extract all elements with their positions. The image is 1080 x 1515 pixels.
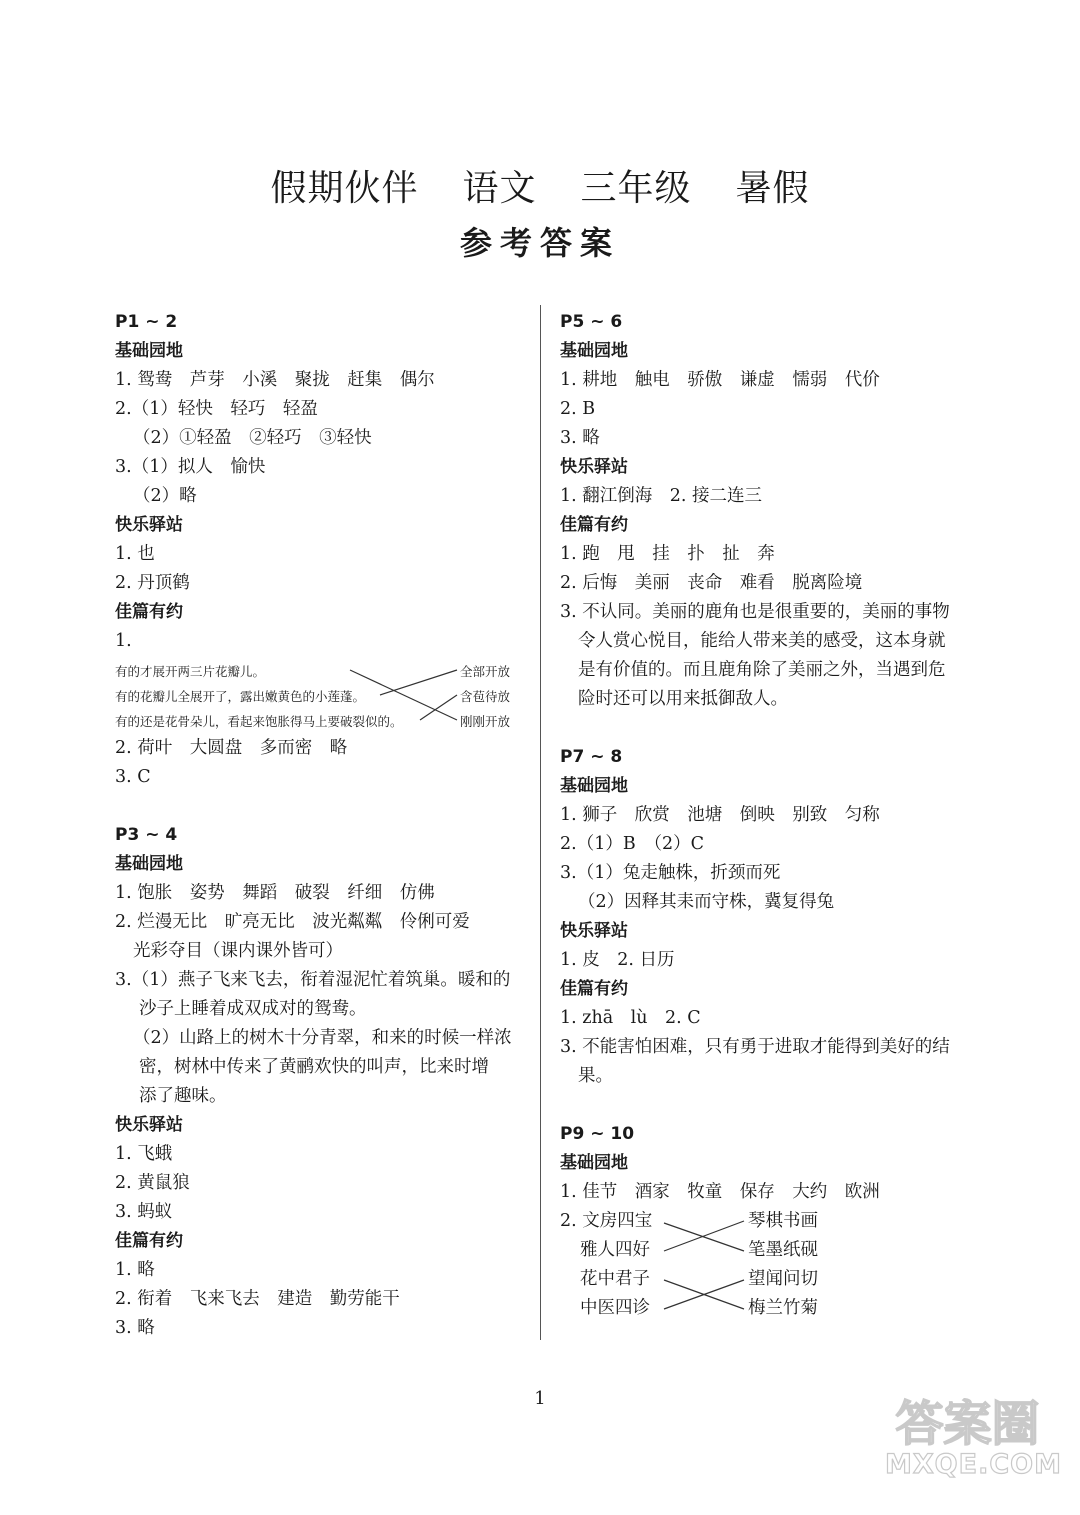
- page-number: 1: [534, 1388, 546, 1409]
- answer-line: 1. 跑 甩 挂 扑 扯 奔: [560, 544, 775, 564]
- section-heading: 快乐驿站: [560, 921, 628, 941]
- page-ref-p9: P9 ~ 10: [560, 1124, 635, 1144]
- answer-line: 1. 狮子 欣赏 池塘 倒映 别致 匀称: [560, 805, 880, 825]
- title-part-3: 三年级: [580, 168, 692, 209]
- answer-line: 3.（1）兔走触株，折颈而死: [560, 863, 781, 883]
- match-left-item: 中医四诊: [580, 1298, 650, 1318]
- spacer: [115, 792, 525, 821]
- answer-line: 2. 丹顶鹤: [115, 573, 190, 593]
- answer-line: 1. 皮 2. 日历: [560, 950, 675, 970]
- match-lines: [560, 1207, 980, 1323]
- answer-line: （2）略: [133, 486, 197, 506]
- watermark-top-text: 答案圈: [895, 1396, 1040, 1452]
- match-left-item: 有的花瓣儿全展开了，露出嫩黄色的小莲蓬。: [115, 689, 366, 704]
- answer-line: 3.（1）拟人 愉快: [115, 457, 266, 477]
- watermark-bottom-text: MXQE.COM: [885, 1449, 1062, 1480]
- column-divider: [540, 305, 541, 1340]
- page-ref-p1: P1 ~ 2: [115, 312, 178, 332]
- answer-line: 1. zhā lù 2. C: [560, 1008, 701, 1028]
- section-heading: 基础园地: [115, 854, 183, 874]
- answer-line: 光彩夺目（课内课外皆可）: [133, 941, 343, 961]
- title-part-1: 假期伙伴: [270, 168, 419, 209]
- match-right-item: 望闻问切: [748, 1269, 818, 1289]
- match-lines: [115, 656, 525, 734]
- match-right-item: 含苞待放: [460, 689, 511, 704]
- answer-line: 2. 烂漫无比 旷亮无比 波光粼粼 伶俐可爱: [115, 912, 470, 932]
- section-heading: 快乐驿站: [115, 1115, 183, 1135]
- document-title: [0, 160, 1080, 211]
- spacer: [560, 714, 980, 743]
- match-left-item: 有的还是花骨朵儿，看起来饱胀得马上要破裂似的。: [115, 714, 403, 729]
- title-part-2: 语文: [462, 168, 537, 209]
- answer-line: 果。: [578, 1066, 613, 1086]
- section-heading: 基础园地: [560, 341, 628, 361]
- page-ref-p7: P7 ~ 8: [560, 747, 623, 767]
- answer-line: 密，树林中传来了黄鹂欢快的叫声，比来时增: [139, 1057, 489, 1077]
- answer-line: 3. 不能害怕困难，只有勇于进取才能得到美好的结: [560, 1037, 950, 1057]
- answer-line: 3. 略: [560, 428, 600, 448]
- answer-line: 1.: [115, 631, 132, 651]
- answer-line: 1. 饱胀 姿势 舞蹈 破裂 纤细 仿佛: [115, 883, 435, 903]
- page-ref-p3: P3 ~ 4: [115, 825, 178, 845]
- section-heading: 基础园地: [115, 341, 183, 361]
- answer-line: （2）山路上的树木十分青翠，和来的时候一样浓: [133, 1028, 512, 1048]
- answer-line: 3. 不认同。美丽的鹿角也是很重要的，美丽的事物: [560, 602, 950, 622]
- answer-line: 3. 蚂蚁: [115, 1202, 173, 1222]
- answer-line: 令人赏心悦目，能给人带来美的感受，这本身就: [578, 631, 946, 651]
- answer-line: 3.（1）燕子飞来飞去，衔着湿泥忙着筑巢。暖和的: [115, 970, 511, 990]
- section-heading: 快乐驿站: [560, 457, 628, 477]
- answer-line: 2. B: [560, 399, 596, 419]
- answer-line: 1. 飞蛾: [115, 1144, 173, 1164]
- left-column: [115, 308, 525, 1343]
- match-left-item: 雅人四好: [580, 1240, 650, 1260]
- answer-line: 1. 也: [115, 544, 155, 564]
- watermark-logo: [885, 1385, 1062, 1495]
- answer-line: （2）因释其耒而守株，冀复得兔: [578, 892, 835, 912]
- answer-line: 1. 略: [115, 1260, 155, 1280]
- section-heading: 基础园地: [560, 1153, 628, 1173]
- match-right-item: 刚刚开放: [460, 714, 511, 729]
- match-left-item: 有的才展开两三片花瓣儿。: [115, 664, 266, 679]
- match-left-item: 2. 文房四宝: [560, 1211, 653, 1231]
- answer-line: 1. 翻江倒海 2. 接二连三: [560, 486, 763, 506]
- answer-line: 1. 佳节 酒家 牧童 保存 大约 欧洲: [560, 1182, 880, 1202]
- matching-exercise: [560, 1207, 980, 1323]
- match-right-item: 全部开放: [460, 664, 511, 679]
- right-column: [560, 308, 980, 1323]
- answer-line: 2. 后悔 美丽 丧命 难看 脱离险境: [560, 573, 863, 593]
- page-ref-p5: P5 ~ 6: [560, 312, 623, 332]
- answer-line: 3. 略: [115, 1318, 155, 1338]
- answer-line: 添了趣味。: [139, 1086, 227, 1106]
- spacer: [560, 1091, 980, 1120]
- answer-line: 1. 鸳鸯 芦芽 小溪 聚拢 赶集 偶尔: [115, 370, 435, 390]
- answer-line: 2. 荷叶 大圆盘 多而密 略: [115, 738, 348, 758]
- answer-line: 2. 黄鼠狼: [115, 1173, 190, 1193]
- answer-line: 险时还可以用来抵御敌人。: [578, 689, 788, 709]
- answer-line: 沙子上睡着成双成对的鸳鸯。: [139, 999, 367, 1019]
- answer-line: 2.（1）B （2）C: [560, 834, 704, 854]
- match-left-item: 花中君子: [580, 1269, 650, 1289]
- match-right-item: 琴棋书画: [748, 1211, 818, 1231]
- answer-line: 1. 耕地 触电 骄傲 谦虚 懦弱 代价: [560, 370, 880, 390]
- answer-line: 是有价值的。而且鹿角除了美丽之外，当遇到危: [578, 660, 946, 680]
- answer-line: 2.（1）轻快 轻巧 轻盈: [115, 399, 318, 419]
- answer-line: 3. C: [115, 767, 151, 787]
- section-heading: 佳篇有约: [115, 602, 183, 622]
- match-right-item: 笔墨纸砚: [748, 1240, 818, 1260]
- section-heading: 佳篇有约: [560, 515, 628, 535]
- matching-exercise: [115, 656, 525, 734]
- section-heading: 佳篇有约: [115, 1231, 183, 1251]
- section-heading: 基础园地: [560, 776, 628, 796]
- section-heading: 快乐驿站: [115, 515, 183, 535]
- document-subtitle: 参考答案: [459, 224, 620, 262]
- section-heading: 佳篇有约: [560, 979, 628, 999]
- answer-line: 2. 衔着 飞来飞去 建造 勤劳能干: [115, 1289, 400, 1309]
- answer-line: （2）①轻盈 ②轻巧 ③轻快: [133, 428, 372, 448]
- title-part-4: 暑假: [735, 168, 810, 209]
- match-right-item: 梅兰竹菊: [748, 1298, 818, 1318]
